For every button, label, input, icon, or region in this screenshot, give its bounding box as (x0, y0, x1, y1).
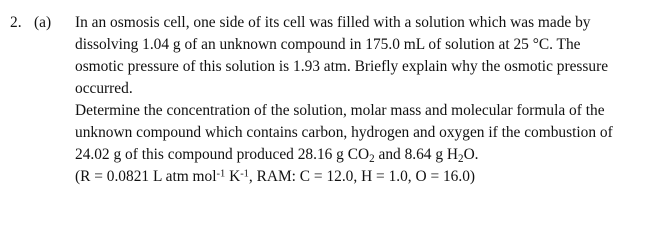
question-line-4: occurred. (75, 80, 133, 97)
line7-text-mid: and 8.64 g H (374, 146, 459, 163)
line8-text-pre: (R = 0.0821 L atm mol (75, 168, 217, 185)
h2o-subscript: 2 (458, 152, 464, 165)
kelvin-superscript: -1 (240, 168, 249, 180)
question-line-8 (75, 166, 475, 188)
question-line-3: osmotic pressure of this solution is 1.93 atm. Briefly explain why the osmotic pressure (75, 58, 609, 75)
mol-superscript: -1 (216, 168, 226, 180)
question-line-1: In an osmosis cell, one side of its cell was filled with a solution which was made by (75, 14, 591, 31)
line7-text-post: O. (463, 146, 479, 163)
question-line-7 (75, 144, 479, 166)
line8-text-post: , RAM: C = 12.0, H = 1.0, O = 16.0) (248, 168, 476, 185)
co2-subscript: 2 (369, 152, 375, 165)
question-line-2: dissolving 1.04 g of an unknown compound in 175.0 mL of solution at 25 °C. The (75, 36, 581, 53)
line7-text-pre: 24.02 g of this compound produced 28.16 g CO (75, 146, 370, 163)
question-number: 2. (10, 14, 22, 31)
question-part-label: (a) (34, 14, 52, 31)
line8-text-mid: K (225, 168, 241, 185)
question-line-5: Determine the concentration of the solution, molar mass and molecular formula of the (75, 102, 605, 119)
question-line-6: unknown compound which contains carbon, hydrogen and oxygen if the combustion of (75, 124, 613, 141)
